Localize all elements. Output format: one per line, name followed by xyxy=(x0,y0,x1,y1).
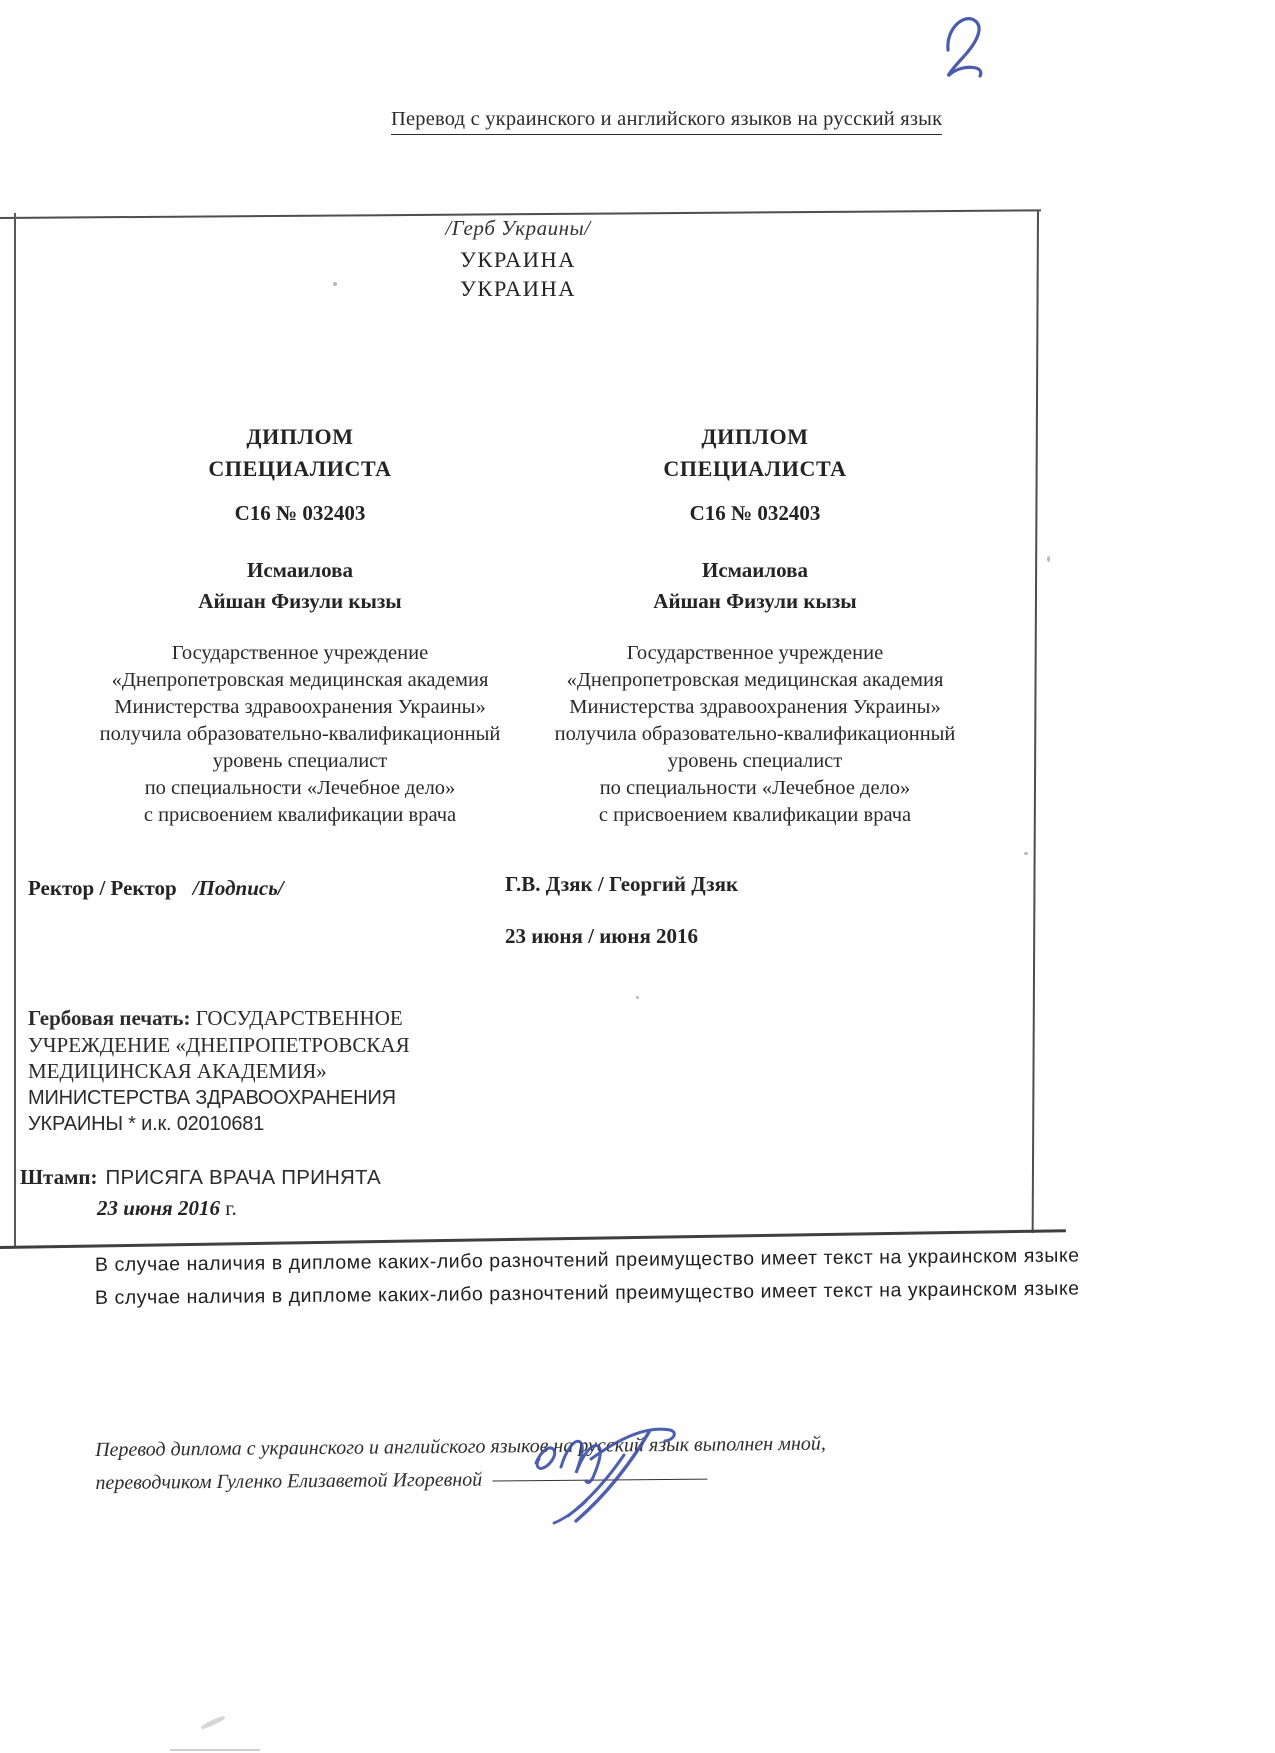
stamp-description xyxy=(20,1165,381,1190)
scan-smudge xyxy=(170,1749,260,1751)
country-name-line-1: УКРАИНА xyxy=(459,247,577,272)
diploma-heading-line-1: ДИПЛОМ xyxy=(246,424,354,449)
translator-signature-icon xyxy=(528,1415,703,1565)
rector-label: Ректор / Ректор xyxy=(28,876,177,900)
rector-signature-line xyxy=(28,876,284,901)
body-line: по специальности «Лечебное дело» xyxy=(144,777,456,799)
handwritten-page-number-icon xyxy=(938,10,990,82)
body-line: с присвоением квалификации врача xyxy=(598,804,912,826)
stamp-date-suffix: г. xyxy=(220,1196,237,1220)
body-line: Министерства здравоохранения Украины» xyxy=(114,696,486,718)
holder-surname: Исмаилова xyxy=(246,558,353,582)
body-line: Министерства здравоохранения Украины» xyxy=(569,696,941,718)
signer-name: Г.В. Дзяк / Георгий Дзяк xyxy=(505,872,739,896)
seal-label: Гербовая печать: xyxy=(28,1006,191,1030)
diploma-header xyxy=(15,216,1021,303)
diploma-heading-line-2: СПЕЦИАЛИСТА xyxy=(663,456,847,481)
body-line: уровень специалист xyxy=(667,750,843,772)
signature-placeholder-note: /Подпись/ xyxy=(192,876,284,900)
scan-speck xyxy=(1047,556,1050,562)
crest-note: /Герб Украины/ xyxy=(445,216,591,240)
body-line: уровень специалист xyxy=(212,750,388,772)
stamp-date-line xyxy=(97,1196,237,1221)
diploma-column-right xyxy=(505,421,1005,829)
frame-right-border xyxy=(1032,210,1039,1233)
scan-speck xyxy=(333,282,337,286)
stamp-label: Штамп: xyxy=(20,1165,98,1189)
diploma-heading-line-2: СПЕЦИАЛИСТА xyxy=(208,456,392,481)
body-line: Государственное учреждение xyxy=(171,642,429,664)
seal-line-2: УЧРЕЖДЕНИЕ «ДНЕПРОПЕТРОВСКАЯ xyxy=(28,1032,410,1057)
translator-statement-line-2 xyxy=(95,1461,826,1500)
scan-speck xyxy=(1024,852,1028,855)
body-line: получила образовательно-квалификационный xyxy=(99,723,501,745)
holder-given-names: Айшан Физули кызы xyxy=(198,589,402,613)
issue-date: 23 июня / июня 2016 xyxy=(505,924,699,948)
seal-line-3: МЕДИЦИНСКАЯ АКАДЕМИЯ» xyxy=(28,1059,327,1083)
diploma-heading xyxy=(50,421,550,485)
stamp-date: 23 июня 2016 xyxy=(97,1196,220,1220)
scan-smudge xyxy=(200,1715,226,1731)
body-line: с присвоением квалификации врача xyxy=(143,804,457,826)
translator-statement-line-1: Перевод диплома с украинского и английского языков на русский язык выполнен мной, xyxy=(95,1432,826,1461)
frame-left-border xyxy=(14,213,16,1247)
discrepancy-note-line-1: В случае наличия в дипломе каких-либо разночтений преимущество имеет текст на украинском языке xyxy=(94,1244,1080,1276)
holder-given-names: Айшан Физули кызы xyxy=(653,589,857,613)
translation-title: Перевод с украинского и английского языков на русский язык xyxy=(391,108,942,135)
holder-name xyxy=(50,555,550,617)
diploma-heading xyxy=(505,421,1005,485)
diploma-serial-number: С16 № 032403 xyxy=(689,501,821,525)
discrepancy-note-line-2: В случае наличия в дипломе каких-либо разночтений преимущество имеет текст на украинском языке xyxy=(94,1277,1080,1309)
body-line: «Днепропетровская медицинская академия xyxy=(111,669,489,691)
body-line: Государственное учреждение xyxy=(626,642,884,664)
seal-line-4: МИНИСТЕРСТВА ЗДРАВООХРАНЕНИЯ xyxy=(28,1086,396,1109)
country-name-line-2: УКРАИНА xyxy=(459,276,577,301)
diploma-body-text xyxy=(50,640,550,829)
seal-line-5: УКРАИНЫ * и.к. 02010681 xyxy=(28,1113,265,1135)
body-line: по специальности «Лечебное дело» xyxy=(599,777,911,799)
body-line: «Днепропетровская медицинская академия xyxy=(566,669,944,691)
translator-name: переводчиком Гуленко Елизаветой Игоревной xyxy=(95,1468,483,1494)
stamp-text: ПРИСЯГА ВРАЧА ПРИНЯТА xyxy=(105,1166,381,1189)
diploma-column-left xyxy=(50,421,550,829)
body-line: получила образовательно-квалификационный xyxy=(554,723,956,745)
holder-surname: Исмаилова xyxy=(701,558,808,582)
holder-name xyxy=(505,555,1005,617)
translator-statement xyxy=(95,1428,826,1500)
diploma-serial-number: С16 № 032403 xyxy=(234,501,366,525)
scan-speck xyxy=(636,996,639,999)
diploma-body-text xyxy=(505,640,1005,829)
seal-line-1-text: ГОСУДАРСТВЕННОЕ xyxy=(195,1006,403,1030)
diploma-heading-line-1: ДИПЛОМ xyxy=(701,424,809,449)
seal-description xyxy=(28,1005,410,1138)
seal-line-1 xyxy=(28,1005,410,1032)
